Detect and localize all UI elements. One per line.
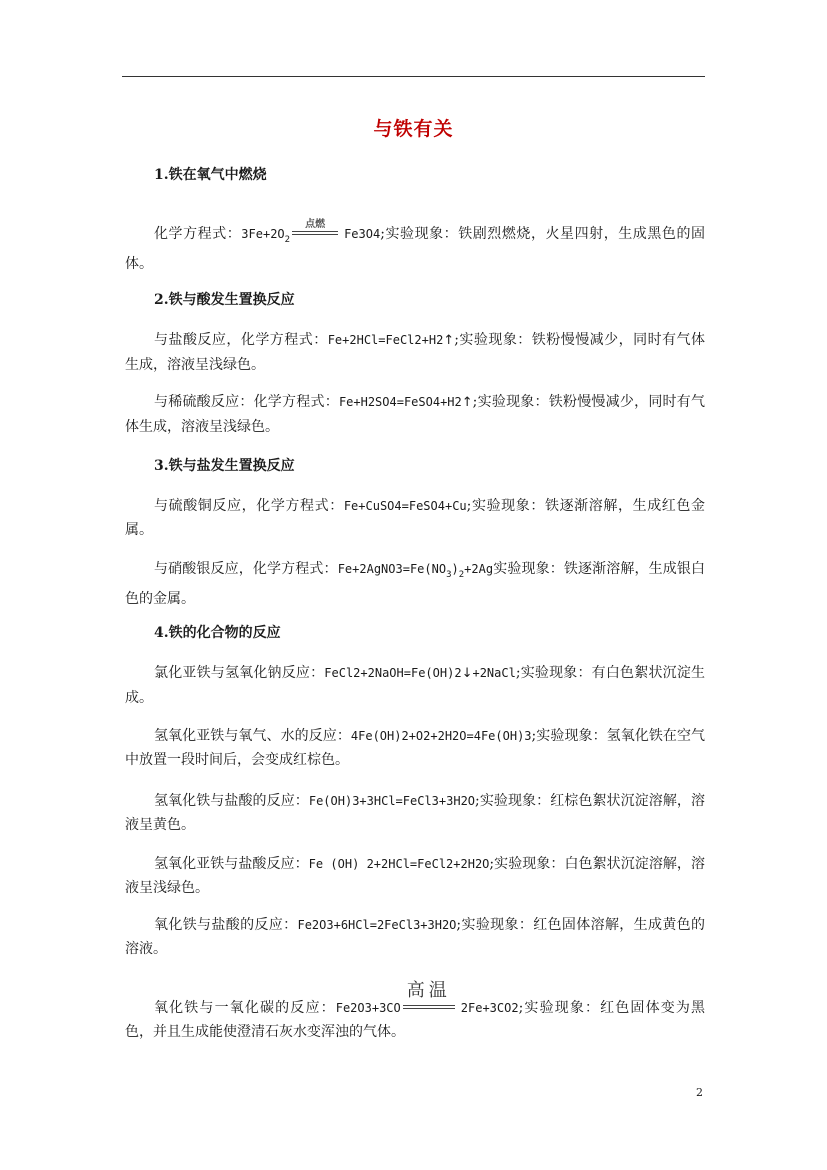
label: 与硝酸银反应，化学方程式： bbox=[154, 561, 338, 577]
equation: Fe(OH)3+3HCl=FeCl3+3H2O bbox=[308, 794, 476, 808]
label: 氢氧化亚铁与氧气、水的反应： bbox=[154, 728, 351, 744]
paragraph-hcl-reaction bbox=[125, 328, 705, 377]
page-title: 与铁有关 bbox=[373, 118, 454, 140]
equation-part-1: Fe+2AgNO3=Fe(NO bbox=[337, 562, 447, 576]
label: 氧化铁与盐酸的反应： bbox=[154, 917, 298, 933]
observation: ;实验现象：白色絮状沉淀溶解，溶液呈浅绿色。 bbox=[125, 856, 705, 896]
equation-part-2: ) bbox=[451, 562, 459, 576]
label: 与硫酸铜反应，化学方程式： bbox=[154, 498, 344, 514]
section-heading-3: 3.铁与盐发生置换反应 bbox=[154, 458, 295, 474]
equation: Fe+CuSO4=FeSO4+Cu bbox=[343, 499, 467, 513]
condition-label: 高温 bbox=[406, 980, 451, 1001]
equation: Fe (OH) 2+2HCl=FeCl2+2H2O bbox=[308, 857, 490, 871]
observation: ;实验现象：氢氧化铁在空气中放置一段时间后，会变成红棕色。 bbox=[125, 728, 706, 768]
equation: 4Fe(OH)2+O2+2H2O=4Fe(OH)3 bbox=[350, 729, 532, 743]
section-heading-4: 4.铁的化合物的反应 bbox=[154, 625, 281, 641]
observation: ;实验现象：有白色絮状沉淀生成。 bbox=[125, 665, 706, 706]
paragraph-feoh2-hcl bbox=[125, 852, 705, 900]
equation: Fe+2HCl=FeCl2+H2 bbox=[327, 333, 444, 347]
observation: ;实验现象：铁剧烈燃烧，火星四射，生成黑色的固体。 bbox=[125, 226, 705, 272]
label: 氯化亚铁与氢氧化钠反应： bbox=[154, 665, 325, 681]
equation-right: Fe3O4 bbox=[344, 227, 381, 241]
reaction-condition bbox=[403, 980, 455, 1009]
equation-part-3: +2Ag bbox=[464, 562, 494, 576]
section-heading-1: 1.铁在氧气中燃烧 bbox=[154, 167, 267, 183]
observation: ;实验现象：红色固体变为黑色，并且生成能使澄清石灰水变浑浊的气体。 bbox=[125, 1000, 706, 1040]
observation: ;实验现象：铁逐渐溶解，生成红色金属。 bbox=[125, 498, 706, 538]
paragraph-fecl2-naoh bbox=[125, 661, 705, 710]
paragraph-agno3-reaction bbox=[125, 557, 705, 611]
label: 化学方程式： bbox=[154, 226, 242, 242]
gas-arrow-icon: ↑ bbox=[461, 395, 473, 410]
equation-left: 3Fe+2O bbox=[241, 227, 285, 241]
paragraph-cuso4-reaction bbox=[125, 494, 705, 542]
label: 与稀硫酸反应：化学方程式： bbox=[154, 394, 339, 410]
header-rule bbox=[122, 76, 705, 77]
page-number: 2 bbox=[696, 1086, 703, 1099]
equation-right: 2Fe+3CO2 bbox=[460, 1001, 519, 1015]
observation: ;实验现象：红棕色絮状沉淀溶解，溶液呈黄色。 bbox=[125, 793, 705, 833]
label: 氢氧化亚铁与盐酸反应： bbox=[154, 856, 309, 872]
label: 氧化铁与一氧化碳的反应： bbox=[154, 1000, 336, 1016]
subscript: 2 bbox=[284, 234, 291, 245]
label: 氢氧化铁与盐酸的反应： bbox=[154, 793, 309, 809]
condition-label: 点燃 bbox=[305, 219, 326, 230]
equals-bars bbox=[403, 1005, 455, 1009]
equation-tail: +2NaCl bbox=[472, 666, 516, 680]
section-heading-2: 2.铁与酸发生置换反应 bbox=[154, 292, 295, 308]
paragraph-h2so4-reaction bbox=[125, 390, 705, 439]
equation: Fe2O3+6HCl=2FeCl3+3H2O bbox=[297, 918, 457, 932]
subscript-1: 3 bbox=[446, 569, 452, 580]
equation: FeCl2+2NaOH=Fe(OH)2 bbox=[324, 666, 462, 680]
observation: 实验现象：铁逐渐溶解，生成银白色的金属。 bbox=[125, 561, 706, 607]
observation: ;实验现象：铁粉慢慢减少，同时有气体生成，溶液呈浅绿色。 bbox=[125, 394, 705, 435]
subscript-2: 2 bbox=[458, 569, 465, 580]
equation: Fe+H2SO4=FeSO4+H2 bbox=[338, 395, 462, 409]
paragraph-feoh2-oxidation bbox=[125, 724, 705, 772]
label: 与盐酸反应，化学方程式： bbox=[154, 332, 328, 348]
paragraph-feoh3-hcl bbox=[125, 789, 705, 837]
gas-arrow-icon: ↑ bbox=[443, 333, 455, 348]
paragraph-fe2o3-hcl bbox=[125, 913, 705, 961]
precipitate-arrow-icon: ↓ bbox=[461, 666, 473, 681]
observation: ;实验现象：铁粉慢慢减少，同时有气体生成，溶液呈浅绿色。 bbox=[125, 332, 705, 373]
paragraph-fe2o3-co bbox=[125, 980, 706, 1044]
equation-left: Fe2O3+3CO bbox=[335, 1001, 401, 1015]
observation: ;实验现象：红色固体溶解，生成黄色的溶液。 bbox=[125, 917, 706, 957]
reaction-condition bbox=[292, 219, 338, 235]
paragraph-iron-combustion bbox=[125, 219, 705, 276]
